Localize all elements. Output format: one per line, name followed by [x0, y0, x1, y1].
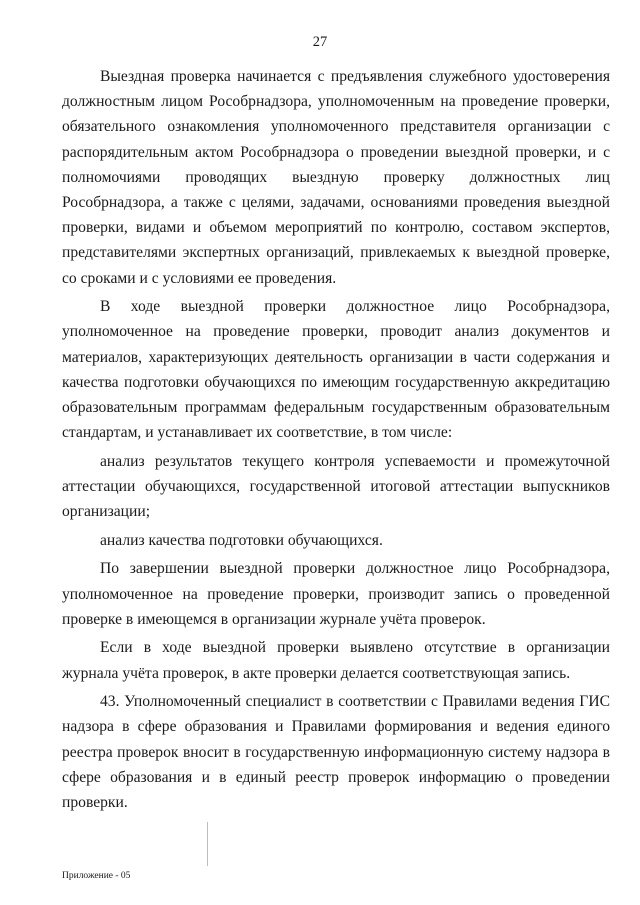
scan-mark	[207, 822, 208, 866]
paragraph: По завершении выездной проверки должностное лицо Рособрнадзора, уполномоченное на проведение проверки, производит запись о проведенной проверке в имеющемся в организации журнале учёта проверок.	[62, 560, 610, 628]
document-body	[62, 64, 610, 815]
paragraph: Выездная проверка начинается с предъявления служебного удостоверения должностным лицом Рособрнадзора, уполномоченным на проведение проверки, обязательного ознакомления уполномоченного представителя организации с распорядительным актом Рособрнадзора о проведении выездной проверки, и с полномочиями проводящих выездную проверку должностных лиц Рособрнадзора, а также с целями, задачами, основаниями проведения выездной проверки, видами и объемом мероприятий по контролю, составом экспертов, представителями экспертных организаций, привлекаемых к выездной проверке, со сроками и с условиями ее проведения.	[62, 68, 610, 287]
paragraph: анализ результатов текущего контроля успеваемости и промежуточной аттестации обучающихся, государственной итоговой аттестации выпускников организации;	[62, 452, 610, 521]
paragraph: Если в ходе выездной проверки выявлено отсутствие в организации журнала учёта проверок, в акте проверки делается соответствующая запись.	[62, 639, 610, 682]
page-number: 27	[312, 34, 328, 50]
paragraph: анализ качества подготовки обучающихся.	[100, 531, 383, 549]
footer-note: Приложение - 05	[62, 871, 131, 881]
paragraph: В ходе выездной проверки должностное лицо Рособрнадзора, уполномоченное на проведение проверки, проводит анализ документов и материалов, характеризующих деятельность организации в части содержания и качества подготовки обучающихся по имеющим государственную аккредитацию образовательным программам федеральным государственным образовательным стандартам, и устанавливает их соответствие, в том числе:	[62, 298, 610, 442]
paragraph: 43. Уполномоченный специалист в соответствии с Правилами ведения ГИС надзора в сфере образования и Правилами формирования и ведения единого реестра проверок вносит в государственную информационную систему надзора в сфере образования и в единый реестр проверок информацию о проведении проверки.	[62, 693, 610, 812]
